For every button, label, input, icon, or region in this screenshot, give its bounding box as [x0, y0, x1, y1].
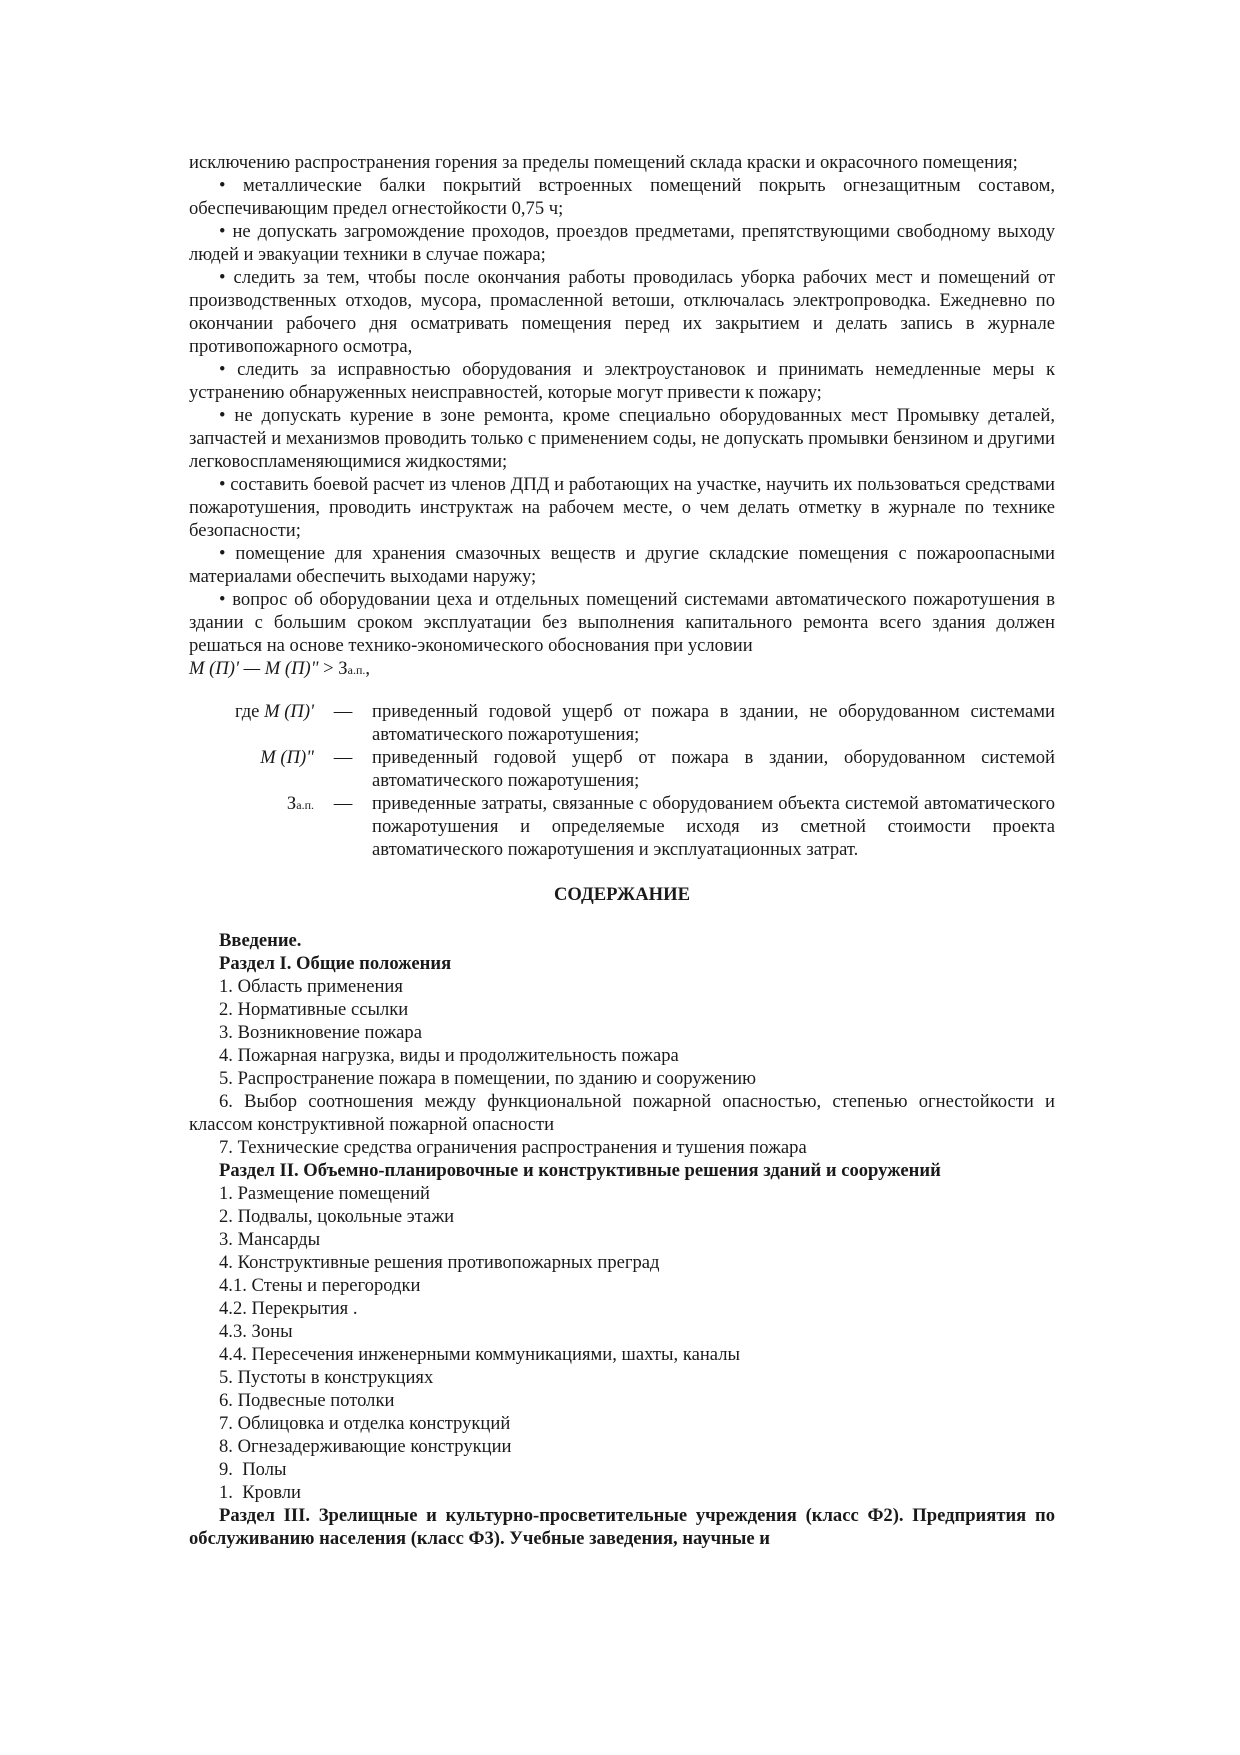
toc-item: 8. Огнезадерживающие конструкции — [219, 1436, 512, 1457]
toc-item: 4.2. Перекрытия . — [219, 1298, 358, 1319]
toc-item: 7. Технические средства ограничения распространения и тушения пожара — [219, 1137, 807, 1158]
formula — [189, 657, 1055, 682]
definition-description: приведенный годовой ущерб от пожара в здании, не оборудованном системами автоматического пожаротушения; — [372, 701, 1055, 745]
definition-symbol: З — [286, 793, 297, 814]
definition-row — [189, 746, 1055, 792]
definition-dash: — — [333, 747, 353, 768]
toc-item: 4.4. Пересечения инженерными коммуникациями, шахты, каналы — [219, 1344, 740, 1365]
toc-item: 9. Полы — [219, 1459, 287, 1480]
toc-title: СОДЕРЖАНИЕ — [553, 884, 690, 905]
toc-item: 1. Кровли — [219, 1482, 302, 1503]
toc-item: 1. Размещение помещений — [219, 1183, 430, 1204]
definition-dash: — — [333, 701, 353, 722]
toc-item: 6. Выбор соотношения между функциональной пожарной опасностью, степенью огнестойкости и классом конструктивной пожарной опасности — [189, 1091, 1055, 1135]
bullet-item: • помещение для хранения смазочных веществ и другие складские помещения с пожароопасными материалами обеспечить выходами наружу; — [189, 543, 1055, 587]
bullet-item: • составить боевой расчет из членов ДПД и работающих на участке, научить их пользоваться средствами пожаротушения, проводить инструктаж на рабочем месте, о чем делать отметку в журнале по технике безопасности; — [189, 474, 1055, 541]
definition-description: приведенные затраты, связанные с оборудованием объекта системой автоматического пожаротушения и определяемые исходя из сметной стоимости проекта автоматического пожаротушения и эксплуатационных затрат. — [372, 793, 1055, 860]
bullet-item: • следить за исправностью оборудования и электроустановок и принимать немедленные меры к устранению обнаруженных неисправностей, которые могут привести к пожару; — [189, 359, 1055, 403]
toc-item: 2. Подвалы, цокольные этажи — [219, 1206, 455, 1227]
toc-item: 7. Облицовка и отделка конструкций — [219, 1413, 511, 1434]
definition-dash: — — [333, 793, 353, 814]
toc-item: 5. Распространение пожара в помещении, по зданию и сооружению — [219, 1068, 757, 1089]
document-page — [189, 151, 1055, 1550]
toc-section-heading: Раздел I. Общие положения — [219, 953, 452, 974]
formula-tail: , — [365, 658, 371, 679]
definition-symbol: М (П)" — [260, 747, 314, 768]
toc-item: 2. Нормативные ссылки — [219, 999, 409, 1020]
formula-left: М (П)' — М (П)" — [189, 658, 319, 679]
paragraph-continuation: исключению распространения горения за пределы помещений склада краски и окрасочного помещения; — [189, 152, 1018, 173]
bullet-item: • металлические балки покрытий встроенных помещений покрыть огнезащитным составом, обеспечивающим предел огнестойкости 0,75 ч; — [189, 175, 1055, 219]
table-of-contents — [189, 929, 1055, 1550]
toc-section-heading: Раздел II. Объемно-планировочные и конструктивные решения зданий и сооружений — [219, 1160, 941, 1181]
definition-prefix: где — [235, 701, 265, 722]
definition-term — [189, 746, 314, 792]
toc-item: 4. Конструктивные решения противопожарных преград — [219, 1252, 660, 1273]
toc-item: 3. Мансарды — [219, 1229, 321, 1250]
toc-item: 6. Подвесные потолки — [219, 1390, 395, 1411]
definition-term — [189, 700, 314, 746]
definitions-list — [189, 700, 1055, 861]
definition-row — [189, 792, 1055, 861]
definition-subscript: а.п. — [296, 798, 314, 812]
toc-item: 5. Пустоты в конструкциях — [219, 1367, 434, 1388]
toc-item: 3. Возникновение пожара — [219, 1022, 422, 1043]
bullet-list — [189, 174, 1055, 657]
toc-item: 1. Область применения — [219, 976, 403, 997]
toc-item: 4.3. Зоны — [219, 1321, 293, 1342]
bullet-item: • следить за тем, чтобы после окончания работы проводилась уборка рабочих мест и помещений от производственных отходов, мусора, промасленной ветоши, отключалась электропроводка. Ежедневно по окончании рабочего дня осматривать помещения перед их закрытием и делать запись в журнале противопожарного осмотра, — [189, 267, 1055, 357]
bullet-item: • вопрос об оборудовании цеха и отдельных помещений системами автоматического пожаротушения в здании с большим сроком эксплуатации без выполнения капитального ремонта всего здания должен решаться на основе технико-экономического обоснования при условии — [189, 589, 1055, 656]
definition-description: приведенный годовой ущерб от пожара в здании, оборудованном системой автоматического пожаротушения; — [372, 747, 1055, 791]
toc-section-heading: Раздел III. Зрелищные и культурно-просветительные учреждения (класс Ф2). Предприятия по обслуживанию населения (класс Ф3). Учебные заведения, научные и — [189, 1505, 1055, 1549]
toc-item: 4.1. Стены и перегородки — [219, 1275, 421, 1296]
definition-term — [189, 792, 314, 861]
formula-subscript: а.п. — [347, 663, 366, 677]
definition-symbol: М (П)' — [264, 701, 314, 722]
bullet-item: • не допускать загромождение проходов, проездов предметами, препятствующими свободному выходу людей и эвакуации техники в случае пожара; — [189, 221, 1055, 265]
toc-item: 4. Пожарная нагрузка, виды и продолжительность пожара — [219, 1045, 679, 1066]
formula-operator: > З — [318, 658, 348, 679]
bullet-item: • не допускать курение в зоне ремонта, кроме специально оборудованных мест Промывку деталей, запчастей и механизмов проводить только с применением соды, не допускать промывки бензином и другими легковоспламеняющимися жидкостями; — [189, 405, 1055, 472]
definition-row — [189, 700, 1055, 746]
toc-section-heading: Введение. — [219, 930, 302, 951]
